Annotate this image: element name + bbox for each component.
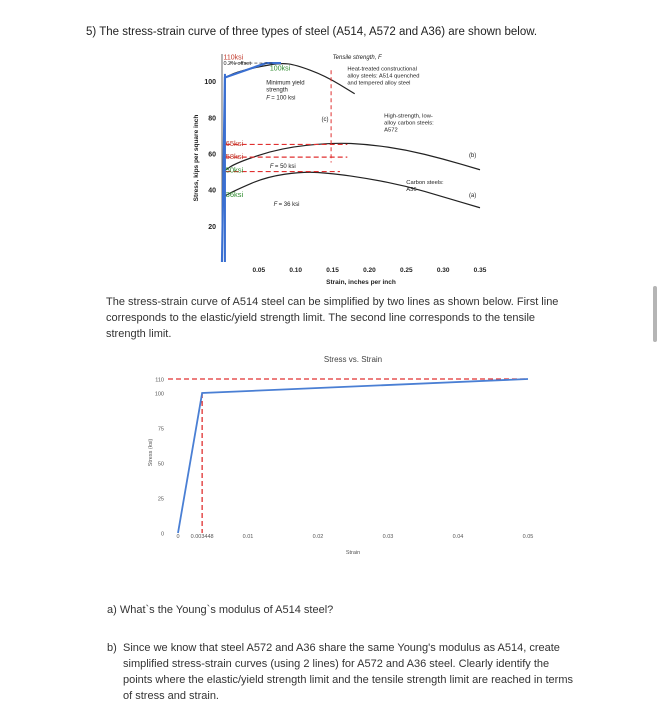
a514-simplified-line <box>178 379 528 533</box>
tensile-annotation: Tensile strength, F <box>332 55 382 62</box>
a-description-line: Carbon steels: <box>406 180 444 187</box>
x-tick-label: 0.04 <box>452 534 464 540</box>
x-tick-label: 0.01 <box>242 534 254 540</box>
x-tick-label: 0.30 <box>436 267 450 274</box>
x-tick-label: 0.35 <box>473 267 487 274</box>
min-yield-label: Minimum yield <box>266 80 305 87</box>
chart-title: Stress vs. Strain <box>323 355 383 364</box>
x-tick-label: 0.02 <box>312 534 324 540</box>
y-tick-label: 75 <box>157 426 164 433</box>
c-description-line: and tempered alloy steel <box>347 80 411 87</box>
mark-110ksi: 110ksi <box>223 54 244 62</box>
part-b-label: b) <box>107 642 117 654</box>
mark-36ksi: 36ksi <box>225 189 244 199</box>
question-title: 5) The stress-strain curve of three types of steel (A514, A572 and A36) are shown below. <box>86 26 538 38</box>
y-tick-label: 100 <box>204 79 216 87</box>
mark-100ksi: 100ksi <box>269 65 291 73</box>
y-tick-label: 100 <box>154 391 164 398</box>
min-yield-strength-label: strength <box>266 87 288 94</box>
x-tick-label: 0.25 <box>399 267 413 274</box>
c-description-line: Heat-treated constructional <box>347 66 417 73</box>
b-description-line: alloy carbon steels: <box>384 120 434 127</box>
mark-58ksi: 58ksi <box>225 151 244 161</box>
mark-65ksi: 65ksi <box>225 139 244 149</box>
steel-stress-strain-chart <box>180 44 500 300</box>
label-c: (c) <box>321 116 329 123</box>
y-tick-label: 80 <box>208 115 216 123</box>
x-axis-label: Strain <box>345 550 361 556</box>
fy36-symbol: F <box>273 201 278 208</box>
y-axis-label: Stress (ksi) <box>148 438 154 467</box>
series-line-a514 <box>222 64 355 262</box>
part-b-text: Since we know that steel A572 and A36 share the same Young's modulus as A514, create simplified stress-strain curves (using 2 lines) for A572 and A36 steel. Clearly identify the points where the elastic/yield strength limit and the tensile strength limit are reached in terms of stress and strain. <box>123 642 573 702</box>
x-tick-label: 0.05 <box>522 534 534 540</box>
offset-annotation: 0.2% offset <box>223 60 251 67</box>
b-description-line: High-strength, low- <box>384 113 433 120</box>
scrollbar[interactable] <box>653 286 657 342</box>
label-b: (b) <box>468 153 477 160</box>
question-part-b <box>107 640 577 704</box>
fy50-value: = 50 ksi <box>274 163 296 170</box>
y-tick-label: 110 <box>155 377 164 384</box>
y-tick-label: 50 <box>157 461 164 468</box>
y-tick-label: 20 <box>208 223 216 231</box>
fy50-symbol: F <box>269 163 274 170</box>
x-tick-label: 0.03 <box>382 534 394 540</box>
y-tick-label: 25 <box>157 496 164 503</box>
c-description-line: alloy steels: A514 quenched <box>347 73 420 80</box>
fy36-value: = 36 ksi <box>278 201 300 208</box>
b-description-line: A572 <box>384 127 398 134</box>
mark-50ksi: 50ksi <box>225 165 244 175</box>
a-description-line: A36 <box>406 187 417 194</box>
x-axis-label: Strain, inches per inch <box>326 279 396 286</box>
label-a: (a) <box>468 192 477 199</box>
x-tick-label: 0.10 <box>289 267 303 274</box>
y-tick-label: 0 <box>160 531 164 538</box>
question-part-a: a) What`s the Young`s modulus of A514 steel? <box>107 604 334 616</box>
y-tick-label: 40 <box>208 187 216 195</box>
x-tick-label: 0.20 <box>363 267 376 274</box>
y-tick-label: 60 <box>208 151 216 159</box>
explanation-paragraph: The stress-strain curve of A514 steel can be simplified by two lines as shown below. First line corresponds to the elastic/yield strength limit. The second line corresponds to the tensile strength limit. <box>106 296 559 340</box>
x-tick-label: 0 <box>176 534 180 540</box>
simplified-stress-strain-chart <box>140 350 540 565</box>
y-axis-label: Stress, kips per square inch <box>193 114 200 202</box>
x-tick-label: 0.05 <box>252 267 266 274</box>
series-line-a572 <box>222 143 480 262</box>
yield-strain-annotation: 0.003448 <box>190 534 214 540</box>
x-tick-label: 0.15 <box>326 267 339 274</box>
fy100-value: = 100 ksi <box>271 95 296 102</box>
fy100-symbol: F <box>266 95 270 102</box>
